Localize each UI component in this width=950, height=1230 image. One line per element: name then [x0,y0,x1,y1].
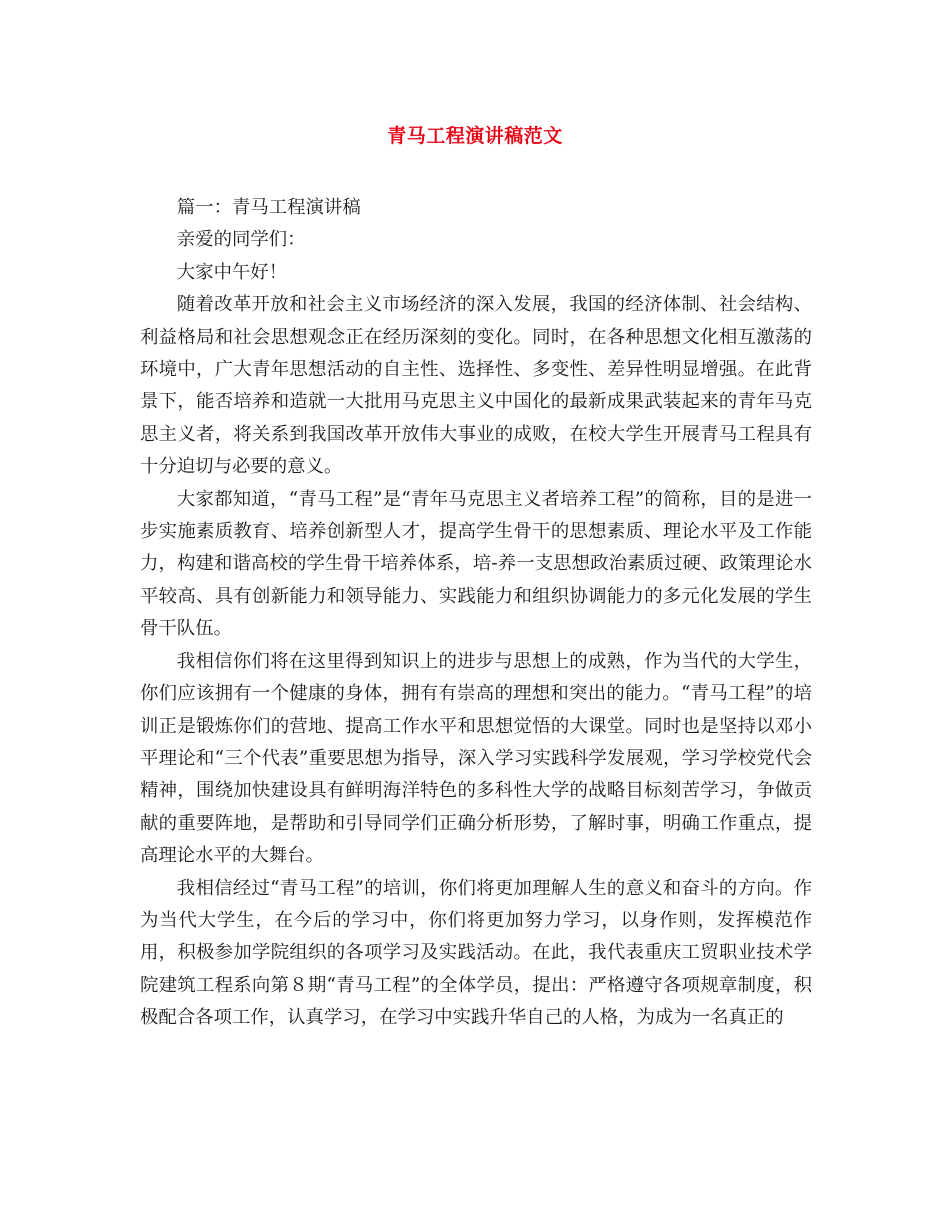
salutation: 亲爱的同学们： [176,229,306,251]
greeting: 大家中午好！ [176,261,288,283]
body-paragraph: 我相信你们将在这里得到知识上的进步与思想上的成熟，作为当代的大学生，你们应该拥有一个健康的身体，拥有有崇高的理想和突出的能力。“青马工程”的培训正是锻炼你们的营地、提高工作水平和思想觉悟的大课堂。同时也是坚持以邓小平理论和“三个代表”重要思想为指导，深入学习实践科学发展观，学习学校党代会精神，围绕加快建设具有鲜明海洋特色的多科性大学的战略目标刻苦学习，争做贡献的重要阵地，是帮助和引导同学们正确分析形势，了解时事，明确工作重点，提高理论水平的大舞台。 [140,650,812,867]
body-paragraph: 我相信经过“青马工程”的培训，你们将更加理解人生的意义和奋斗的方向。作为当代大学生，在今后的学习中，你们将更加努力学习，以身作则，发挥模范作用，积极参加学院组织的各项学习及实践活动。在此，我代表重庆工贸职业技术学院建筑工程系向第８期“青马工程”的全体学员，提出：严格遵守各项规章制度，积极配合各项工作，认真学习，在学习中实践升华自己的人格，为成为一名真正的 [140,877,812,1029]
body-paragraph: 大家都知道，“青马工程”是“青年马克思主义者培养工程”的简称，目的是进一步实施素质教育、培养创新型人才，提高学生骨干的思想素质、理论水平及工作能力，构建和谐高校的学生骨干培养体系，培-养一支思想政治素质过硬、政策理论水平较高、具有创新能力和领导能力、实践能力和组织协调能力的多元化发展的学生骨干队伍。 [140,488,812,640]
section-heading: 篇一：青马工程演讲稿 [176,197,361,218]
body-paragraph: 随着改革开放和社会主义市场经济的深入发展，我国的经济体制、社会结构、利益格局和社会思想观念正在经历深刻的变化。同时，在各种思想文化相互激荡的环境中，广大青年思想活动的自主性、选择性、多变性、差异性明显增强。在此背景下，能否培养和造就一大批用马克思主义中国化的最新成果武装起来的青年马克思主义者，将关系到我国改革开放伟大事业的成败，在校大学生开展青马工程具有十分迫切与必要的意义。 [140,294,812,478]
document-body [140,192,812,1035]
document-title: 青马工程演讲稿范文 [387,125,563,147]
